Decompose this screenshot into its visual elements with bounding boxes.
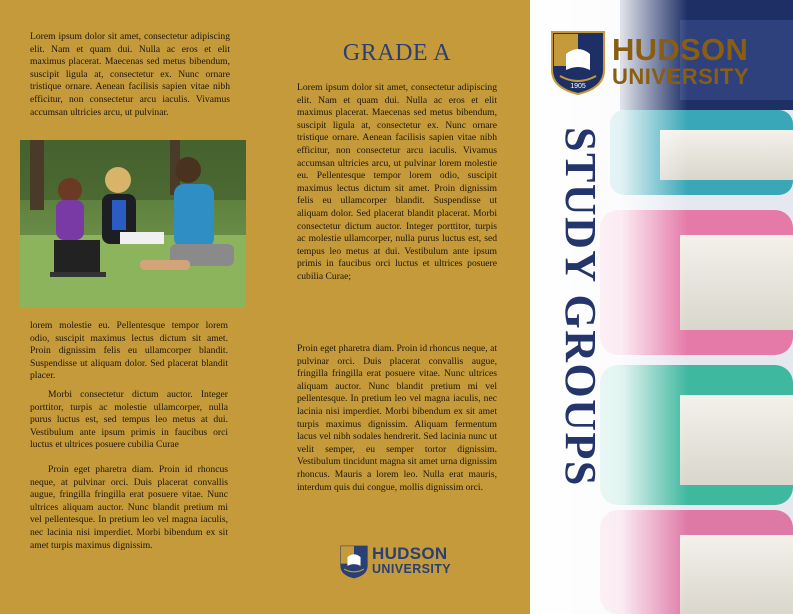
- logo-line-2: UNIVERSITY: [372, 562, 452, 576]
- students-illustration: [20, 140, 246, 307]
- left-paragraph-2: lorem molestie eu. Pellentesque tempor lorem odio, suscipit maximus lectus dictum sit amet. Proin dignissim felis eu ullamcorper blandit. Suspendisse ut aliquam dolor. Sed placerat blandit placer.: [30, 320, 228, 382]
- left-paragraph-3: Morbi consectetur dictum auctor. Integer porttitor, turpis ac molestie ullamcorper, nulla purus luctus est, sed tempus leo metus at dui. Vestibulum ante ipsum primis in faucibus orci luctus et ultrices posuere cubilia Curae: [30, 389, 228, 451]
- university-logo-small: [338, 544, 458, 582]
- crest-icon: [550, 30, 606, 96]
- left-paragraph-1: Lorem ipsum dolor sit amet, consectetur adipiscing elit. Nam et quam dui. Nulla ac eros et elit maximus placerat. Maecenas sed metus bibendum, suscipit ligula at, consectetur ex. Nunc ornare tristique ornare. Aenean facilisis sapien vitae nibh efficitur, non consectetur arcu iaculis. Vivamus accumsan ultricies arcu, ut pulvinar.: [30, 31, 230, 118]
- crest-icon: [338, 544, 370, 580]
- logo-line-1: HUDSON: [372, 544, 448, 563]
- cover-title: STUDY GROUPS: [556, 127, 605, 487]
- students-photo: [20, 140, 246, 307]
- university-logo: [550, 30, 780, 100]
- logo-line-1: HUDSON: [612, 32, 749, 67]
- crest-year: 1905: [570, 83, 586, 90]
- left-paragraph-4: Proin eget pharetra diam. Proin id rhoncus neque, at pulvinar orci. Duis placerat convallis augue, fringilla fringilla erat posuere vitae. Nunc ultrices aliquam auctor. Nunc blandit pretium mi vel pellentesque. In pretium leo vel magna iaculis, nec lacinia nisi imperdiet. Morbi bibendum ex sit amet turpis maximus dignissim.: [30, 464, 228, 551]
- logo-line-2: UNIVERSITY: [612, 64, 750, 89]
- page-title: GRADE A: [342, 40, 452, 66]
- middle-paragraph-2: Proin eget pharetra diam. Proin id rhoncus neque, at pulvinar orci. Duis placerat convallis augue, fringilla fringilla erat posuere vitae. Nunc ultrices aliquam auctor. Nunc blandit pretium mi vel pellentesque. In pretium leo vel magna iaculis, nec lacinia nisi imperdiet. Morbi bibendum ex sit amet turpis maximus dignissim. Aliquam fermentum lacus vel nibh sodales hendrerit. Sed lacinia nunc ut velit semper, eu semper tortor dignissim. Vestibulum tincidunt magna sit amet urna dignissim rhoncus. Mauris a lorem leo. Nulla erat mauris, interdum quis dui congue, mollis dignissim orci.: [297, 343, 497, 493]
- cover-panel: [530, 0, 793, 614]
- middle-paragraph-1: Lorem ipsum dolor sit amet, consectetur adipiscing elit. Nam et quam dui. Nulla ac eros et elit maximus placerat. Maecenas sed metus bibendum, suscipit ligula at, consectetur ex. Nunc ornare tristique ornare. Aenean facilisis sapien vitae nibh efficitur, non consectetur arcu iaculis. Vivamus accumsan ultricies arcu, ut pulvinar lorem molestie eu. Pellentesque tempor lorem odio, suscipit maximus lectus dictum sit amet. Proin dignissim felis eu ullamcorper blandit. Suspendisse ut aliquam dolor. Sed placerat blandit placerat. Morbi consectetur dictum auctor. Integer porttitor, turpis ac molestie ullamcorper, nulla purus luctus est, sed tempus leo metus at dui. Vestibulum ante ipsum primis in faucibus orci luctus et ultrices posuere cubilia Curae;: [297, 82, 497, 282]
